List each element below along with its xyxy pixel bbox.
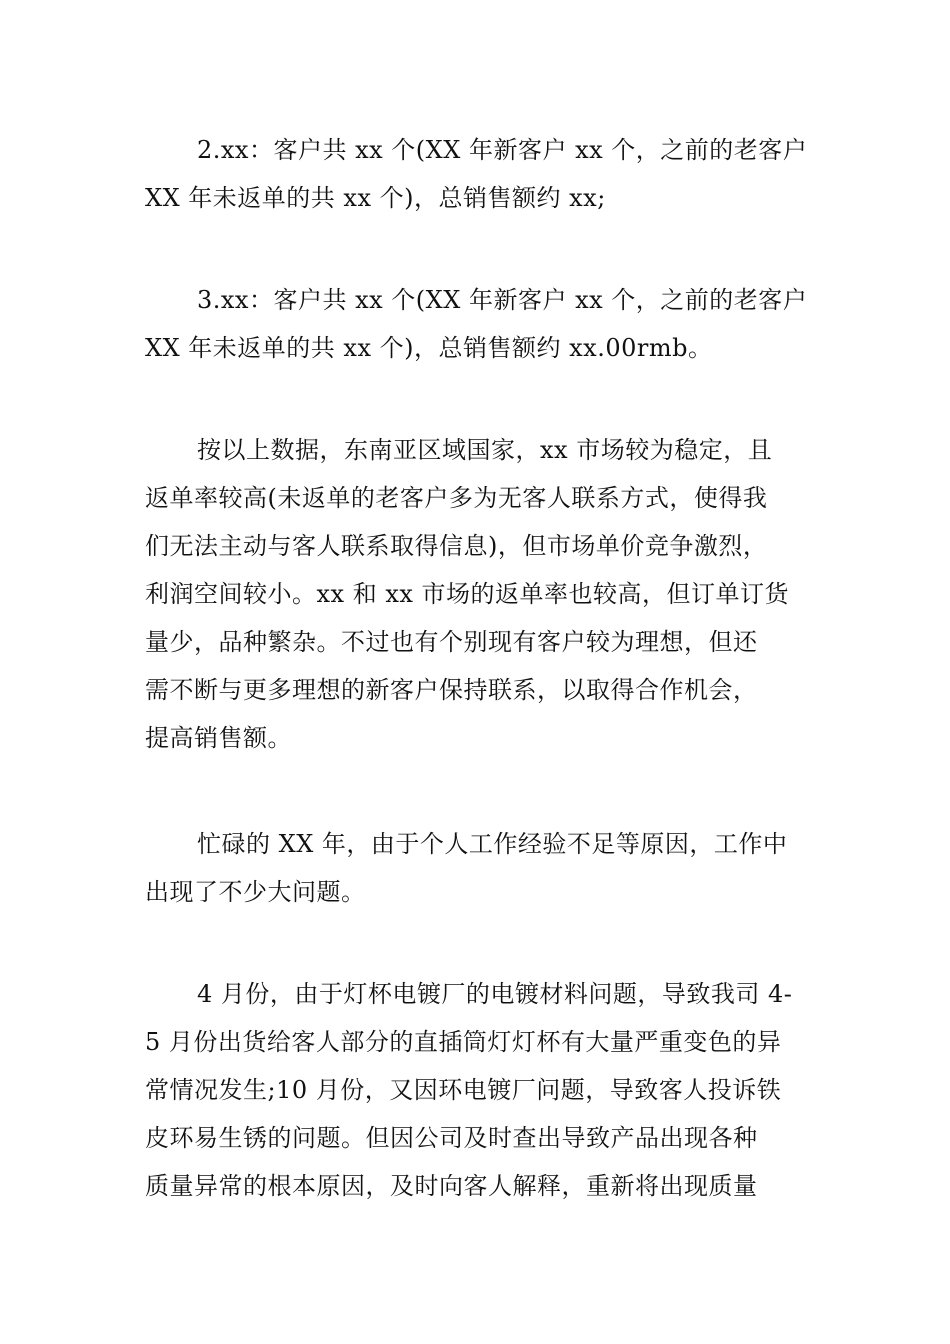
text-line: 利润空间较小。xx 和 xx 市场的返单率也较高，但订单订货 xyxy=(145,580,790,608)
text-line: 返单率较高(未返单的老客户多为无客人联系方式，使得我 xyxy=(145,484,768,512)
text-line: 皮环易生锈的问题。但因公司及时查出导致产品出现各种 xyxy=(145,1124,758,1152)
text-line: 2.xx：客户共 xx 个(XX 年新客户 xx 个，之前的老客户 xyxy=(197,136,808,164)
text-line: 5 月份出货给客人部分的直插筒灯灯杯有大量严重变色的异 xyxy=(145,1028,782,1056)
text-line: 需不断与更多理想的新客户保持联系，以取得合作机会， xyxy=(145,676,758,704)
text-line: 提高销售额。 xyxy=(145,724,292,752)
text-line: 3.xx：客户共 xx 个(XX 年新客户 xx 个，之前的老客户 xyxy=(197,286,808,314)
text-line: 们无法主动与客人联系取得信息)，但市场单价竞争激烈， xyxy=(145,532,768,560)
text-line: 出现了不少大问题。 xyxy=(145,878,366,906)
paragraph-customers-2 xyxy=(145,126,810,222)
text-line: XX 年未返单的共 xx 个)，总销售额约 xx; xyxy=(145,184,606,212)
paragraph-market-analysis xyxy=(145,426,810,762)
text-line: 忙碌的 XX 年，由于个人工作经验不足等原因，工作中 xyxy=(197,830,788,858)
paragraph-customers-3 xyxy=(145,276,810,372)
text-line: 量少，品种繁杂。不过也有个别现有客户较为理想，但还 xyxy=(145,628,758,656)
text-line: XX 年未返单的共 xx 个)，总销售额约 xx.00rmb。 xyxy=(145,334,713,362)
paragraph-quality-issues xyxy=(145,970,810,1210)
text-line: 常情况发生;10 月份，又因环电镀厂问题，导致客人投诉铁 xyxy=(145,1076,782,1104)
text-line: 按以上数据，东南亚区域国家，xx 市场较为稳定，且 xyxy=(197,436,773,464)
text-line: 质量异常的根本原因，及时向客人解释，重新将出现质量 xyxy=(145,1172,758,1200)
text-line: 4 月份，由于灯杯电镀厂的电镀材料问题，导致我司 4- xyxy=(197,980,793,1008)
paragraph-problems-intro xyxy=(145,820,810,916)
